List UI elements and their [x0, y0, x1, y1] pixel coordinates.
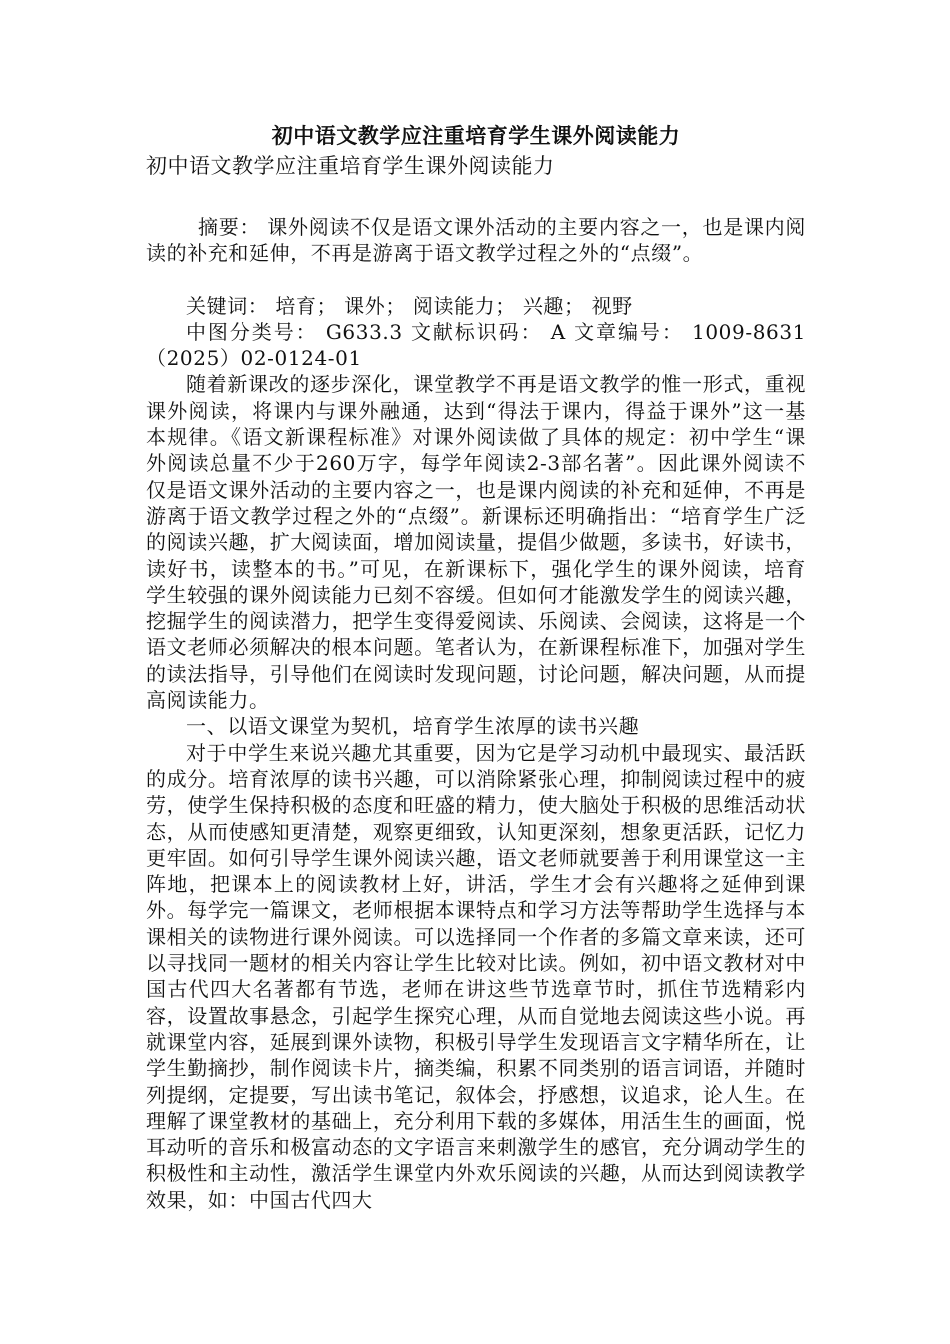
document-body [146, 214, 806, 1213]
classification-info: 中图分类号： G633.3 文献标识码： A 文章编号： 1009-8631（2025）02-0124-01 [146, 319, 806, 371]
document-title: 初中语文教学应注重培育学生课外阅读能力 [271, 123, 681, 148]
document-page [146, 120, 806, 1213]
document-subtitle: 初中语文教学应注重培育学生课外阅读能力 [146, 154, 555, 178]
spacer [146, 267, 806, 293]
body-paragraph-section-1: 对于中学生来说兴趣尤其重要，因为它是学习动机中最现实、最活跃的成分。培育浓厚的读书兴趣，可以消除紧张心理，抑制阅读过程中的疲劳，使学生保持积极的态度和旺盛的精力，使大脑处于积极的思维活动状态，从而使感知更清楚，观察更细致，认知更深刻，想象更活跃，记忆力更牢固。如何引导学生课外阅读兴趣，语文老师就要善于利用课堂这一主阵地，把课本上的阅读教材上好，讲活，学生才会有兴趣将之延伸到课外。每学完一篇课文，老师根据本课特点和学习方法等帮助学生选择与本课相关的读物进行课外阅读。可以选择同一个作者的多篇文章来读，还可以寻找同一题材的相关内容让学生比较对比读。例如，初中语文教材对中国古代四大名著都有节选，老师在讲这些节选章节时，抓住节选精彩内容，设置故事悬念，引起学生探究心理，从而自觉地去阅读这些小说。再就课堂内容，延展到课外读物，积极引导学生发现语言文字精华所在，让学生勤摘抄，制作阅读卡片，摘类编，积累不同类别的语言词语，并随时列提纲，定提要，写出读书笔记，叙体会，抒感想，议追求，论人生。在理解了课堂教材的基础上，充分利用下载的多媒体，用活生生的画面，悦耳动听的音乐和极富动态的文字语言来刺激学生的感官，充分调动学生的积极性和主动性，激活学生课堂内外欢乐阅读的兴趣，从而达到阅读教学效果，如：中国古代四大 [146, 740, 806, 1212]
keywords: 关键词： 培育； 课外； 阅读能力； 兴趣； 视野 [186, 293, 633, 318]
section-heading-1: 一、以语文课堂为契机，培育学生浓厚的读书兴趣 [186, 714, 640, 739]
abstract: 摘要： 课外阅读不仅是语文课外活动的主要内容之一，也是课内阅读的补充和延伸，不再是游离于语文教学过程之外的“点缀”。 [146, 215, 806, 266]
body-paragraph-intro: 随着新课改的逐步深化，课堂教学不再是语文教学的惟一形式，重视课外阅读，将课内与课外融通，达到“得法于课内，得益于课外”这一基本规律。《语文新课程标准》对课外阅读做了具体的规定：初中学生“课外阅读总量不少于260万字，每学年阅读2-3部名著”。因此课外阅读不仅是语文课外活动的主要内容之一，也是课内阅读的补充和延伸，不再是游离于语文教学过程之外的“点缀”。新课标还明确指出：“培育学生广泛的阅读兴趣，扩大阅读面，增加阅读量，提倡少做题，多读书，好读书，读好书，读整本的书。”可见，在新课标下，强化学生的课外阅读，培育学生较强的课外阅读能力已刻不容缓。但如何才能激发学生的阅读兴趣，挖掘学生的阅读潜力，把学生变得爱阅读、乐阅读、会阅读，这将是一个语文老师必须解决的根本问题。笔者认为，在新课程标准下，加强对学生的读法指导，引导他们在阅读时发现问题，讨论问题，解决问题，从而提高阅读能力。 [146, 372, 806, 713]
